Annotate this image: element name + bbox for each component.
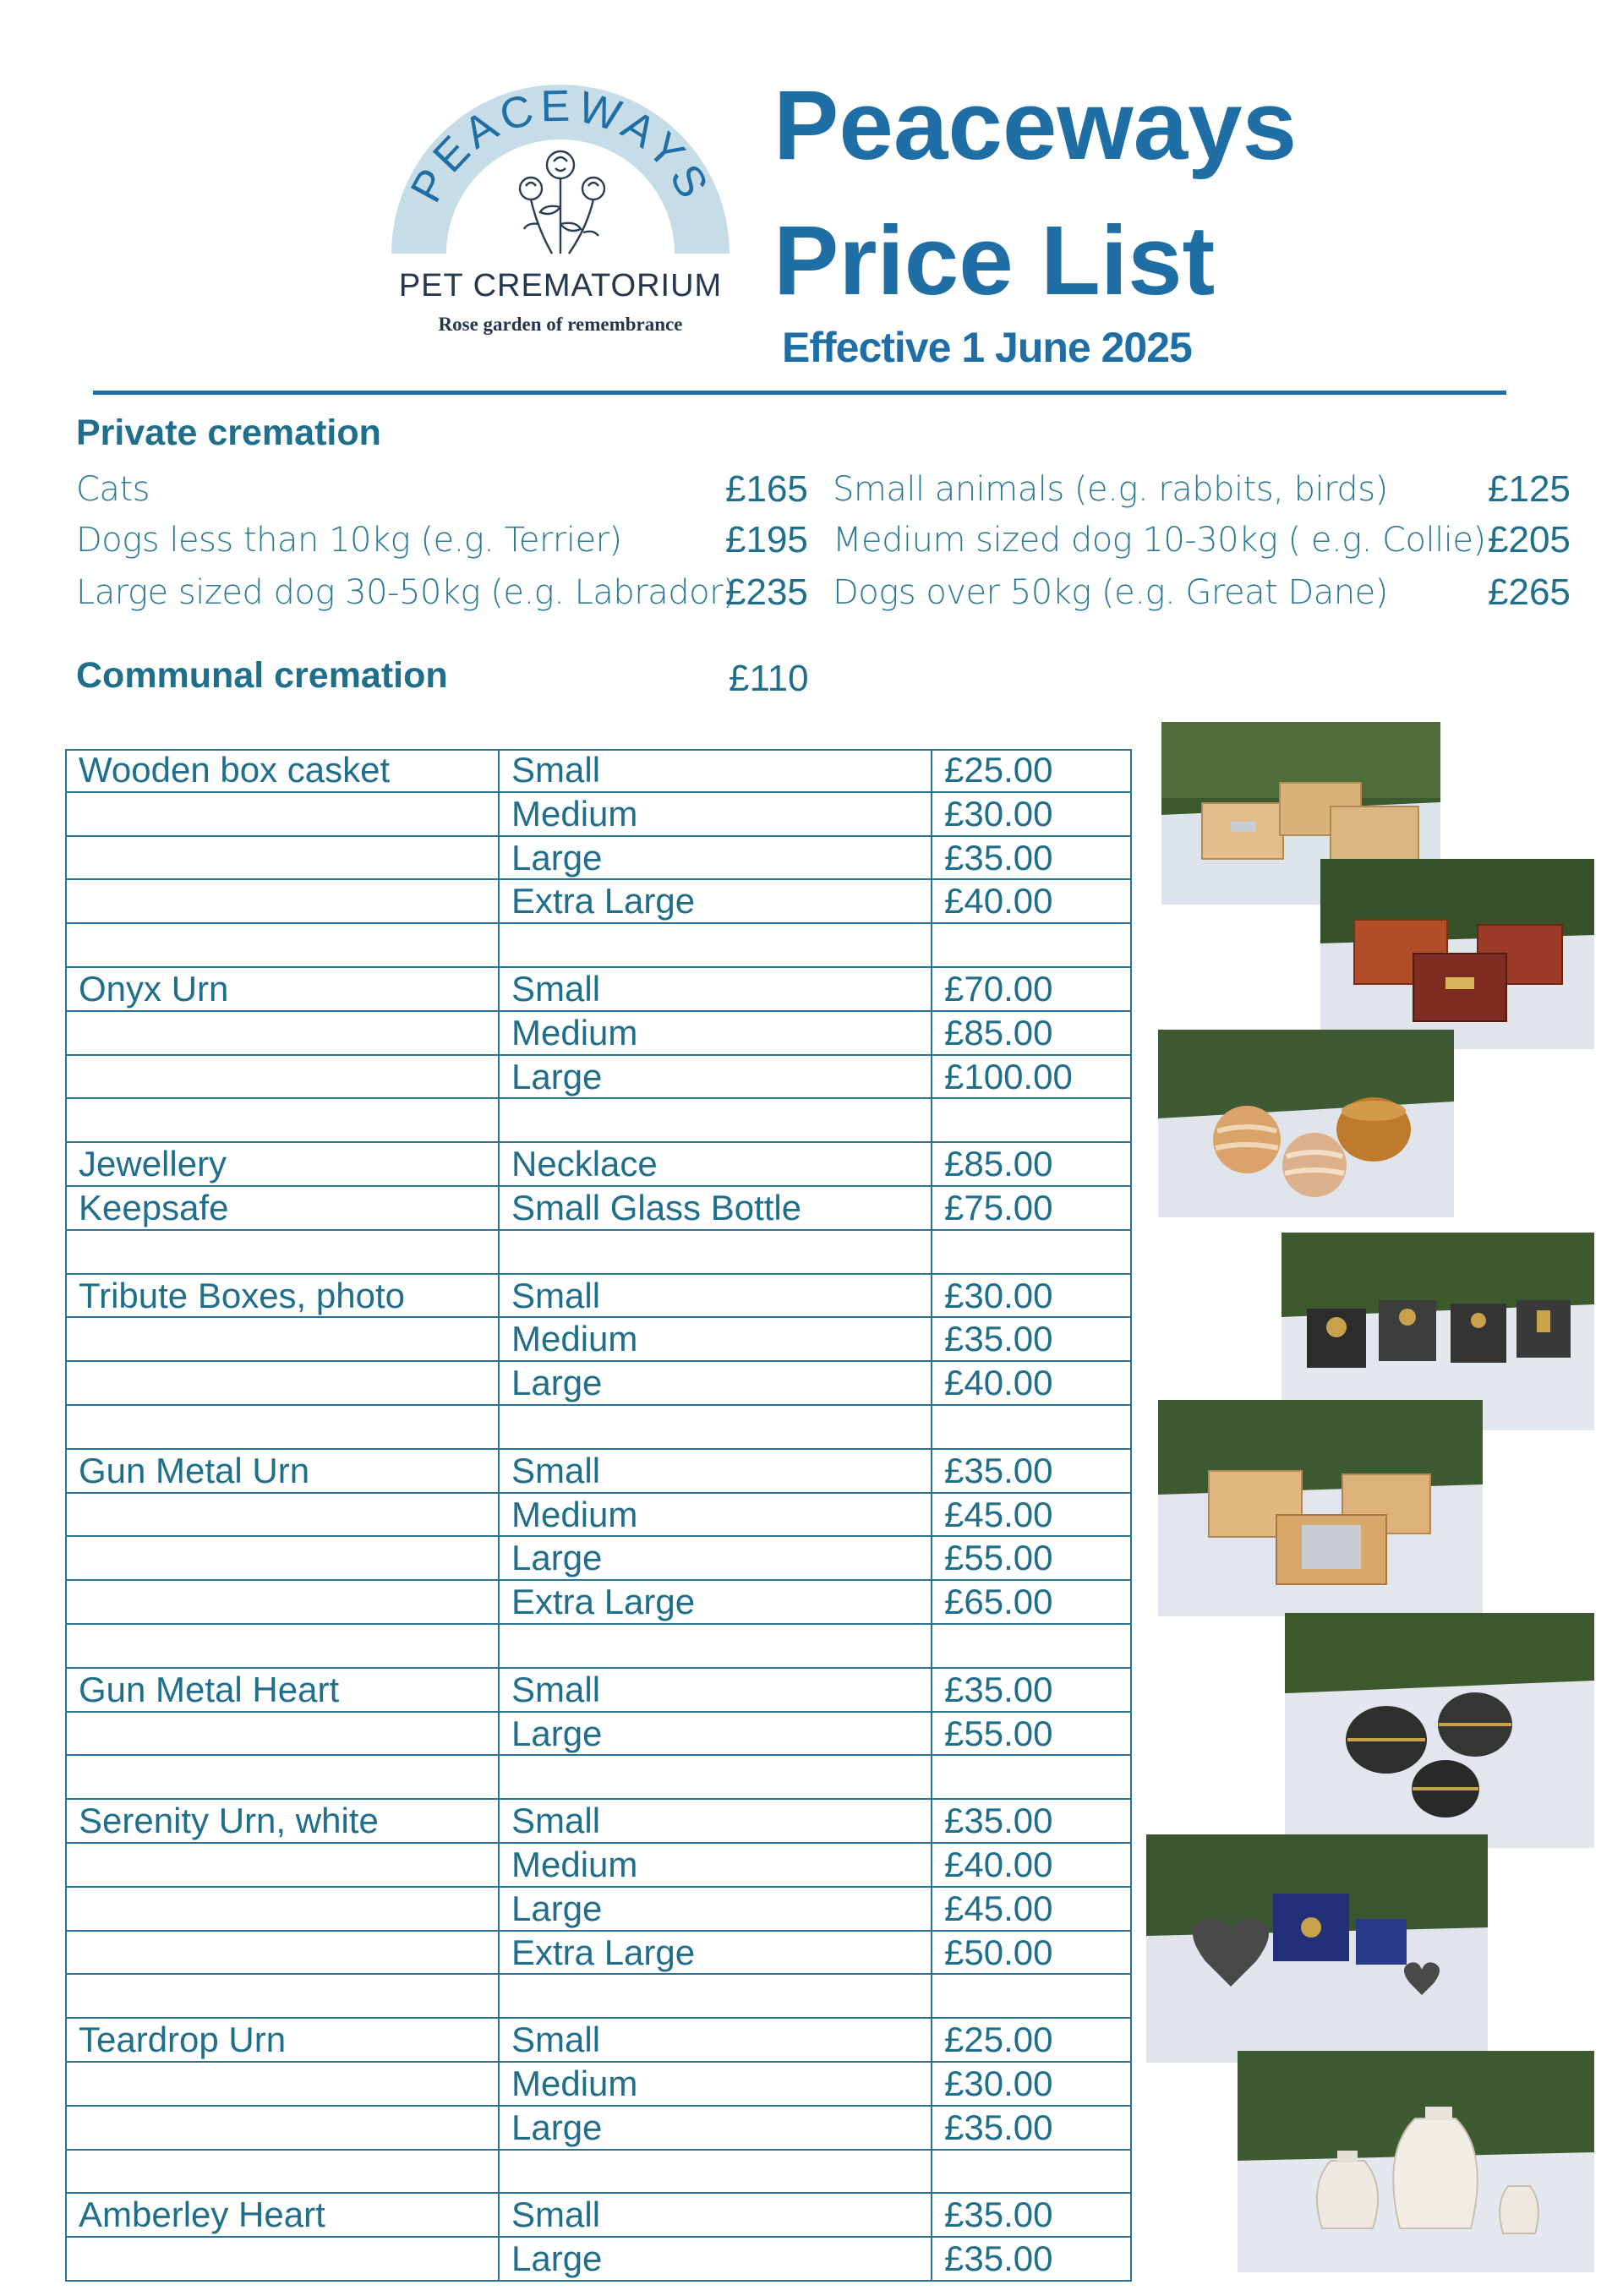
product-name xyxy=(65,1099,498,1141)
product-size xyxy=(498,1231,931,1273)
table-row xyxy=(65,1494,1132,1537)
table-row xyxy=(65,1318,1132,1362)
product-size: Medium xyxy=(498,793,931,835)
product-name xyxy=(65,1231,498,1273)
table-row xyxy=(65,1406,1132,1450)
price-giant-dog: £265 xyxy=(1488,571,1571,613)
price-label-giant-dog: Dogs over 50kg (e.g. Great Dane) xyxy=(833,573,1388,612)
product-size: Small Glass Bottle xyxy=(498,1187,931,1229)
price-cats: £165 xyxy=(725,468,808,510)
product-name xyxy=(65,2063,498,2105)
product-size: Large xyxy=(498,1537,931,1579)
product-size: Small xyxy=(498,1669,931,1711)
product-price: £35.00 xyxy=(931,1669,1132,1711)
product-name xyxy=(65,2238,498,2280)
product-size: Large xyxy=(498,1056,931,1097)
product-price: £30.00 xyxy=(931,1275,1132,1316)
price-label-small-dog: Dogs less than 10kg (e.g. Terrier) xyxy=(76,521,622,560)
product-name: Serenity Urn, white xyxy=(65,1800,498,1842)
product-name: Tribute Boxes, photo xyxy=(65,1275,498,1316)
product-name xyxy=(65,924,498,966)
product-price: £25.00 xyxy=(931,749,1132,791)
product-name: Gun Metal Urn xyxy=(65,1450,498,1492)
product-price: £35.00 xyxy=(931,1450,1132,1492)
product-size: Large xyxy=(498,1362,931,1404)
table-row xyxy=(65,2238,1132,2282)
price-small-animals: £125 xyxy=(1488,468,1571,510)
photo-gun-metal-hearts xyxy=(1146,1834,1488,2063)
price-label-cats: Cats xyxy=(76,470,150,509)
page-title-line2: Price List xyxy=(773,205,1216,315)
product-name xyxy=(65,1318,498,1360)
table-row xyxy=(65,880,1132,924)
table-row xyxy=(65,1187,1132,1231)
product-size: Small xyxy=(498,749,931,791)
product-price xyxy=(931,1625,1132,1667)
table-row xyxy=(65,1932,1132,1975)
table-row xyxy=(65,837,1132,880)
product-name xyxy=(65,2107,498,2149)
product-size xyxy=(498,1406,931,1448)
product-name xyxy=(65,1362,498,1404)
product-price: £25.00 xyxy=(931,2019,1132,2061)
product-name: Amberley Heart xyxy=(65,2194,498,2236)
product-price: £45.00 xyxy=(931,1888,1132,1930)
product-size: Large xyxy=(498,2238,931,2280)
product-name xyxy=(65,1844,498,1886)
product-price: £45.00 xyxy=(931,1494,1132,1535)
product-price: £40.00 xyxy=(931,880,1132,922)
product-size: Small xyxy=(498,968,931,1010)
photo-gun-metal-urns xyxy=(1285,1613,1594,1848)
rose-icon xyxy=(520,151,604,254)
product-size: Small xyxy=(498,2194,931,2236)
price-label-medium-dog: Medium sized dog 10-30kg ( e.g. Collie) xyxy=(833,521,1486,560)
product-name: Jewellery xyxy=(65,1143,498,1185)
product-name xyxy=(65,1056,498,1097)
product-name xyxy=(65,1756,498,1798)
product-size: Extra Large xyxy=(498,1932,931,1973)
product-name: Teardrop Urn xyxy=(65,2019,498,2061)
product-price: £50.00 xyxy=(931,1932,1132,1973)
product-size: Medium xyxy=(498,1318,931,1360)
product-price: £30.00 xyxy=(931,793,1132,835)
product-price: £85.00 xyxy=(931,1012,1132,1054)
product-price: £85.00 xyxy=(931,1143,1132,1185)
product-name xyxy=(65,1406,498,1448)
table-row xyxy=(65,749,1132,793)
product-name xyxy=(65,1713,498,1754)
product-price xyxy=(931,1756,1132,1798)
product-price: £55.00 xyxy=(931,1537,1132,1579)
product-name xyxy=(65,1888,498,1930)
product-name xyxy=(65,1975,498,2017)
table-row xyxy=(65,1231,1132,1275)
photo-red-wood-caskets xyxy=(1320,859,1594,1049)
product-price: £75.00 xyxy=(931,1187,1132,1229)
table-row xyxy=(65,1056,1132,1099)
photo-onyx-urns xyxy=(1158,1030,1454,1217)
product-size xyxy=(498,1625,931,1667)
product-size xyxy=(498,1975,931,2017)
communal-cremation-heading: Communal cremation xyxy=(76,655,448,696)
product-size: Small xyxy=(498,1275,931,1316)
table-row xyxy=(65,1844,1132,1888)
product-size xyxy=(498,924,931,966)
product-price: £65.00 xyxy=(931,1581,1132,1623)
product-size: Medium xyxy=(498,1494,931,1535)
product-size xyxy=(498,1756,931,1798)
product-price xyxy=(931,2151,1132,2192)
product-price: £35.00 xyxy=(931,2194,1132,2236)
table-row xyxy=(65,1713,1132,1756)
product-name xyxy=(65,880,498,922)
product-name xyxy=(65,1537,498,1579)
price-small-dog: £195 xyxy=(725,519,808,560)
product-price: £35.00 xyxy=(931,2107,1132,2149)
table-row xyxy=(65,2063,1132,2107)
table-row xyxy=(65,1012,1132,1056)
private-cremation-heading: Private cremation xyxy=(76,413,381,453)
table-row xyxy=(65,1537,1132,1581)
table-row xyxy=(65,968,1132,1012)
table-row xyxy=(65,1450,1132,1494)
product-size: Small xyxy=(498,2019,931,2061)
table-row xyxy=(65,2151,1132,2194)
product-name xyxy=(65,1932,498,1973)
product-size: Necklace xyxy=(498,1143,931,1185)
product-price xyxy=(931,1975,1132,2017)
table-row xyxy=(65,2107,1132,2151)
product-size: Small xyxy=(498,1800,931,1842)
table-row xyxy=(65,1888,1132,1932)
product-size xyxy=(498,1099,931,1141)
logo-name: PET CREMATORIUM xyxy=(398,268,723,303)
product-size xyxy=(498,2151,931,2192)
price-label-small-animals: Small animals (e.g. rabbits, birds) xyxy=(833,470,1388,509)
price-large-dog: £235 xyxy=(725,571,808,613)
table-row xyxy=(65,1581,1132,1625)
table-row xyxy=(65,1625,1132,1669)
product-price xyxy=(931,1231,1132,1273)
product-name: Gun Metal Heart xyxy=(65,1669,498,1711)
product-price: £100.00 xyxy=(931,1056,1132,1097)
page-title-line1: Peaceways xyxy=(773,70,1298,180)
product-name xyxy=(65,793,498,835)
product-size: Medium xyxy=(498,2063,931,2105)
product-name xyxy=(65,837,498,878)
product-size: Large xyxy=(498,2107,931,2149)
product-name xyxy=(65,2151,498,2192)
product-size: Large xyxy=(498,1888,931,1930)
product-price: £40.00 xyxy=(931,1362,1132,1404)
table-row xyxy=(65,1800,1132,1844)
logo xyxy=(387,80,734,355)
price-label-large-dog: Large sized dog 30-50kg (e.g. Labrador) xyxy=(76,573,736,612)
product-name xyxy=(65,1581,498,1623)
logo-tagline: Rose garden of remembrance xyxy=(438,314,683,335)
header-divider xyxy=(93,391,1506,395)
price-medium-dog: £205 xyxy=(1488,519,1571,560)
photo-tribute-boxes xyxy=(1158,1400,1483,1616)
product-name xyxy=(65,1494,498,1535)
product-name xyxy=(65,1625,498,1667)
table-row xyxy=(65,1143,1132,1187)
product-price xyxy=(931,1099,1132,1141)
product-price: £35.00 xyxy=(931,1318,1132,1360)
communal-cremation-price: £110 xyxy=(729,658,809,699)
table-row xyxy=(65,924,1132,968)
table-row xyxy=(65,1275,1132,1318)
table-row xyxy=(65,1669,1132,1713)
product-price: £55.00 xyxy=(931,1713,1132,1754)
product-price xyxy=(931,924,1132,966)
table-row xyxy=(65,1756,1132,1800)
product-size: Medium xyxy=(498,1844,931,1886)
product-name: Wooden box casket xyxy=(65,749,498,791)
product-price: £35.00 xyxy=(931,2238,1132,2280)
product-size: Extra Large xyxy=(498,1581,931,1623)
product-size: Large xyxy=(498,837,931,878)
table-row xyxy=(65,1975,1132,2019)
product-price xyxy=(931,1406,1132,1448)
table-row xyxy=(65,793,1132,837)
table-row xyxy=(65,2019,1132,2063)
table-row xyxy=(65,1099,1132,1143)
logo-arc-text: PEACEWAYS xyxy=(401,81,720,210)
product-size: Extra Large xyxy=(498,880,931,922)
product-size: Large xyxy=(498,1713,931,1754)
product-size: Medium xyxy=(498,1012,931,1054)
product-name: Onyx Urn xyxy=(65,968,498,1010)
table-row xyxy=(65,1362,1132,1406)
product-price: £35.00 xyxy=(931,1800,1132,1842)
photo-white-urns xyxy=(1238,2051,1594,2272)
logo-arc xyxy=(387,80,734,271)
product-name: Keepsafe xyxy=(65,1187,498,1229)
product-name xyxy=(65,1012,498,1054)
product-price: £30.00 xyxy=(931,2063,1132,2105)
product-price: £40.00 xyxy=(931,1844,1132,1886)
product-price: £35.00 xyxy=(931,837,1132,878)
product-price: £70.00 xyxy=(931,968,1132,1010)
product-size: Small xyxy=(498,1450,931,1492)
table-row xyxy=(65,2194,1132,2238)
effective-date: Effective 1 June 2025 xyxy=(782,324,1192,371)
